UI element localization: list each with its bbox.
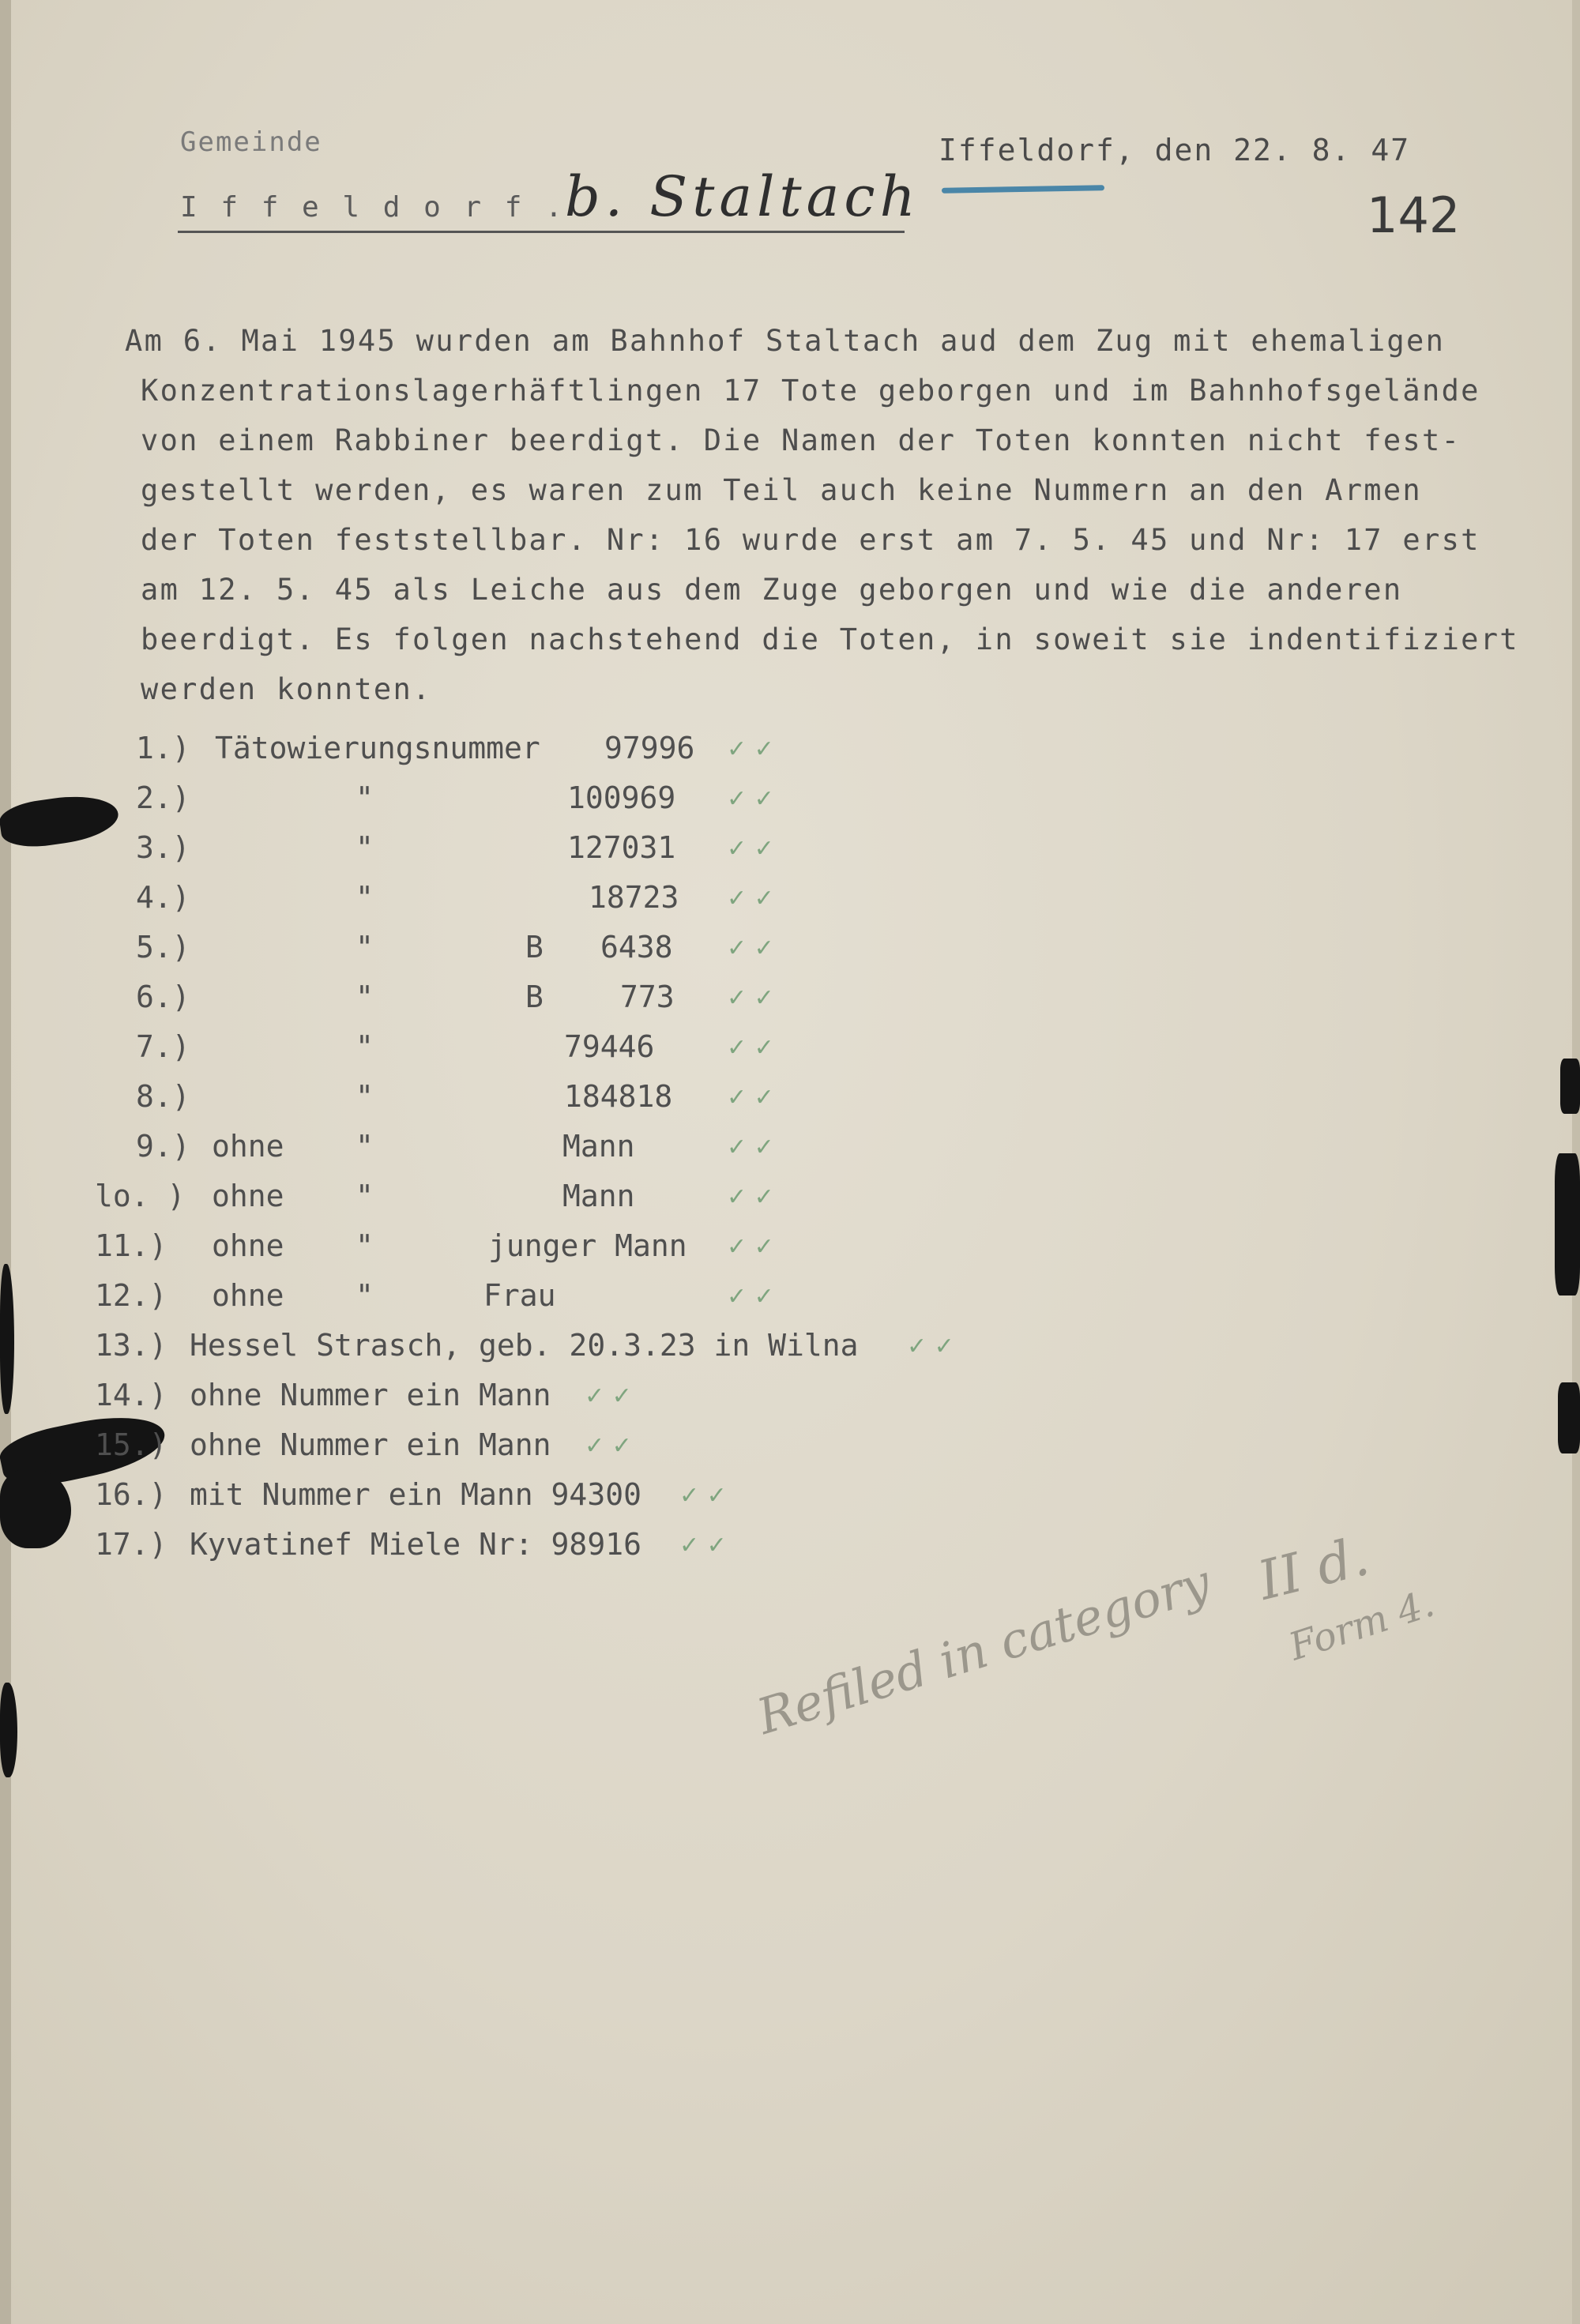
header-underline	[178, 231, 905, 233]
body-line: von einem Rabbiner beerdigt. Die Namen der Toten konnten nicht fest-	[141, 423, 1462, 457]
tear-mark	[1560, 1059, 1580, 1114]
entry-ditto: "	[356, 1228, 374, 1263]
entry-ditto: "	[356, 1029, 374, 1064]
entry-ditto: "	[356, 880, 374, 915]
entry-text: Kyvatinef Miele Nr: 98916	[190, 1527, 641, 1562]
check-mark-icon: ✓ ✓	[727, 735, 774, 763]
body-line: am 12. 5. 45 als Leiche aus dem Zuge geborgen und wie die anderen	[141, 573, 1403, 607]
entry-number: 6.)	[136, 980, 190, 1014]
check-mark-icon: ✓ ✓	[907, 1333, 954, 1360]
body-line: beerdigt. Es folgen nachstehend die Toten, in soweit sie indentifiziert	[141, 622, 1519, 656]
pencil-annotation-form: Form 4.	[1284, 1581, 1440, 1670]
blue-pencil-stroke	[942, 185, 1104, 194]
entry-value: 100969	[567, 780, 676, 815]
entry-value: Frau	[483, 1278, 556, 1313]
entry-text: mit Nummer ein Mann 94300	[190, 1477, 641, 1512]
entry-ditto: "	[356, 930, 374, 965]
entry-ditto: "	[356, 830, 374, 865]
entry-letter-prefix: B	[525, 980, 544, 1014]
tear-mark	[0, 1469, 71, 1548]
entry-number: lo. )	[95, 1179, 186, 1213]
entry-number: 13.)	[95, 1328, 167, 1363]
entry-prefix-ohne: ohne	[212, 1129, 284, 1164]
entry-number: 8.)	[136, 1079, 190, 1114]
entry-number: 12.)	[95, 1278, 167, 1313]
header-dateline: Iffeldorf, den 22. 8. 47	[939, 133, 1411, 167]
check-mark-icon: ✓ ✓	[727, 835, 774, 863]
entry-number: 17.)	[95, 1527, 167, 1562]
check-mark-icon: ✓ ✓	[727, 984, 774, 1012]
header-place-handwritten: b. Staltach	[565, 164, 920, 229]
entry-value: 6438	[600, 930, 673, 965]
check-mark-icon: ✓ ✓	[727, 1283, 774, 1311]
entry-text: ohne Nummer ein Mann	[190, 1378, 551, 1412]
entry-number: 14.)	[95, 1378, 167, 1412]
check-mark-icon: ✓ ✓	[727, 1084, 774, 1111]
entry-number: 16.)	[95, 1477, 167, 1512]
entry-number: 9.)	[136, 1129, 190, 1164]
check-mark-icon: ✓ ✓	[727, 934, 774, 962]
check-mark-icon: ✓ ✓	[727, 785, 774, 813]
entry-number: 7.)	[136, 1029, 190, 1064]
entry-number: 3.)	[136, 830, 190, 865]
tear-mark	[0, 790, 121, 852]
entry-ditto: "	[356, 1278, 374, 1313]
entry-number: 15.)	[95, 1427, 167, 1462]
tear-mark	[1558, 1382, 1580, 1453]
entry-number: 1.)	[136, 731, 190, 765]
check-mark-icon: ✓ ✓	[727, 1183, 774, 1211]
check-mark-icon: ✓ ✓	[679, 1532, 727, 1559]
entry-value: 127031	[567, 830, 676, 865]
entry-value: 773	[620, 980, 675, 1014]
entry-prefix-ohne: ohne	[212, 1278, 284, 1313]
entry-number: 11.)	[95, 1228, 167, 1263]
entry-value: Mann	[562, 1179, 635, 1213]
header-place-typed: I f f e l d o r f .	[180, 191, 566, 224]
tear-mark	[0, 1264, 14, 1414]
check-mark-icon: ✓ ✓	[727, 1034, 774, 1062]
entry-value: 79446	[564, 1029, 655, 1064]
entry-ditto: "	[356, 1079, 374, 1114]
check-mark-icon: ✓ ✓	[679, 1482, 727, 1510]
body-line: werden konnten.	[141, 672, 432, 706]
entry-ditto: "	[356, 1179, 374, 1213]
entry-value: 18723	[589, 880, 679, 915]
pencil-annotation-refiled: Refiled in category	[750, 1553, 1217, 1746]
check-mark-icon: ✓ ✓	[585, 1382, 632, 1410]
entry-letter-prefix: B	[525, 930, 544, 965]
header-gemeinde-label: Gemeinde	[180, 126, 322, 158]
entry-ditto: Tätowierungsnummer	[215, 731, 540, 765]
entry-ditto: "	[356, 1129, 374, 1164]
body-line: Am 6. Mai 1945 wurden am Bahnhof Staltach aud dem Zug mit ehemaligen	[125, 324, 1446, 358]
entry-value: Mann	[562, 1129, 635, 1164]
check-mark-icon: ✓ ✓	[585, 1432, 632, 1460]
entry-ditto: "	[356, 780, 374, 815]
entry-prefix-ohne: ohne	[212, 1228, 284, 1263]
check-mark-icon: ✓ ✓	[727, 885, 774, 912]
body-line: der Toten feststellbar. Nr: 16 wurde erst am 7. 5. 45 und Nr: 17 erst	[141, 523, 1480, 557]
entry-text: ohne Nummer ein Mann	[190, 1427, 551, 1462]
entry-number: 4.)	[136, 880, 190, 915]
entry-value: junger Mann	[488, 1228, 687, 1263]
tear-mark	[0, 1683, 17, 1777]
entry-text: Hessel Strasch, geb. 20.3.23 in Wilna	[190, 1328, 859, 1363]
entry-number: 5.)	[136, 930, 190, 965]
entry-number: 2.)	[136, 780, 190, 815]
body-line: gestellt werden, es waren zum Teil auch keine Nummern an den Armen	[141, 473, 1423, 507]
body-line: Konzentrationslagerhäftlingen 17 Tote geborgen und im Bahnhofsgelände	[141, 374, 1480, 408]
entry-value: 97996	[604, 731, 695, 765]
check-mark-icon: ✓ ✓	[727, 1134, 774, 1161]
pencil-annotation-category: II d.	[1252, 1525, 1375, 1613]
page-left-edge	[0, 0, 11, 2324]
check-mark-icon: ✓ ✓	[727, 1233, 774, 1261]
entry-ditto: "	[356, 980, 374, 1014]
tear-mark	[1555, 1153, 1580, 1295]
page-number: 142	[1367, 186, 1461, 244]
entry-value: 184818	[564, 1079, 673, 1114]
entry-prefix-ohne: ohne	[212, 1179, 284, 1213]
